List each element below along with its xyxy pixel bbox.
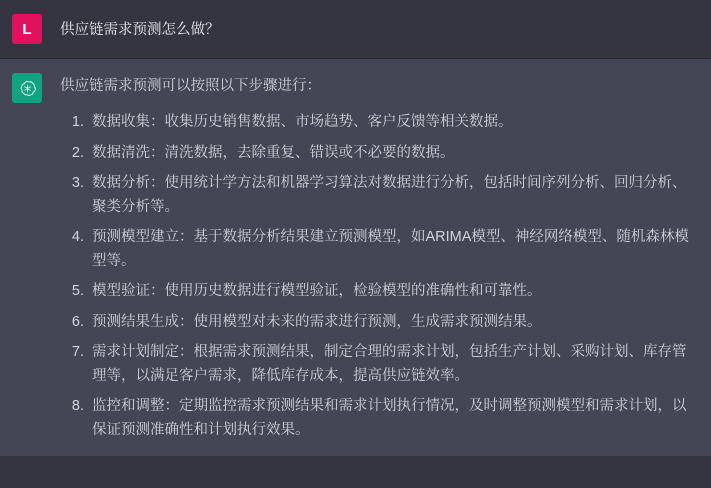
- user-message-text: 供应链需求预测怎么做？: [60, 22, 220, 38]
- assistant-message-content: [60, 73, 697, 442]
- list-item: 6. 预测结果生成：使用模型对未来的需求进行预测，生成需求预测结果。: [88, 311, 697, 334]
- user-message: [0, 0, 711, 59]
- assistant-avatar: [12, 73, 42, 103]
- list-item: 8. 监控和调整：定期监控需求预测结果和需求计划执行情况，及时调整预测模型和需求计划，以保证预测准确性和计划执行效果。: [88, 395, 697, 442]
- list-item: 3. 数据分析：使用统计学方法和机器学习算法对数据进行分析，包括时间序列分析、回归分析、聚类分析等。: [88, 172, 697, 219]
- list-item: 7. 需求计划制定：根据需求预测结果，制定合理的需求计划，包括生产计划、采购计划、库存管理等，以满足客户需求，降低库存成本，提高供应链效率。: [88, 341, 697, 388]
- list-item: 4. 预测模型建立：基于数据分析结果建立预测模型，如ARIMA模型、神经网络模型、随机森林模型等。: [88, 226, 697, 273]
- list-item: 2. 数据清洗：清洗数据，去除重复、错误或不必要的数据。: [88, 142, 697, 165]
- list-item: 1. 数据收集：收集历史销售数据、市场趋势、客户反馈等相关数据。: [88, 111, 697, 134]
- user-avatar-initial: L: [22, 20, 32, 38]
- assistant-steps-list: [60, 111, 697, 442]
- user-message-content: [60, 14, 697, 41]
- assistant-message: [0, 59, 711, 456]
- user-avatar: [12, 14, 42, 44]
- assistant-intro-text: 供应链需求预测可以按照以下步骤进行：: [60, 78, 321, 94]
- list-item: 5. 模型验证：使用历史数据进行模型验证，检验模型的准确性和可靠性。: [88, 280, 697, 303]
- openai-logo-icon: [18, 79, 37, 98]
